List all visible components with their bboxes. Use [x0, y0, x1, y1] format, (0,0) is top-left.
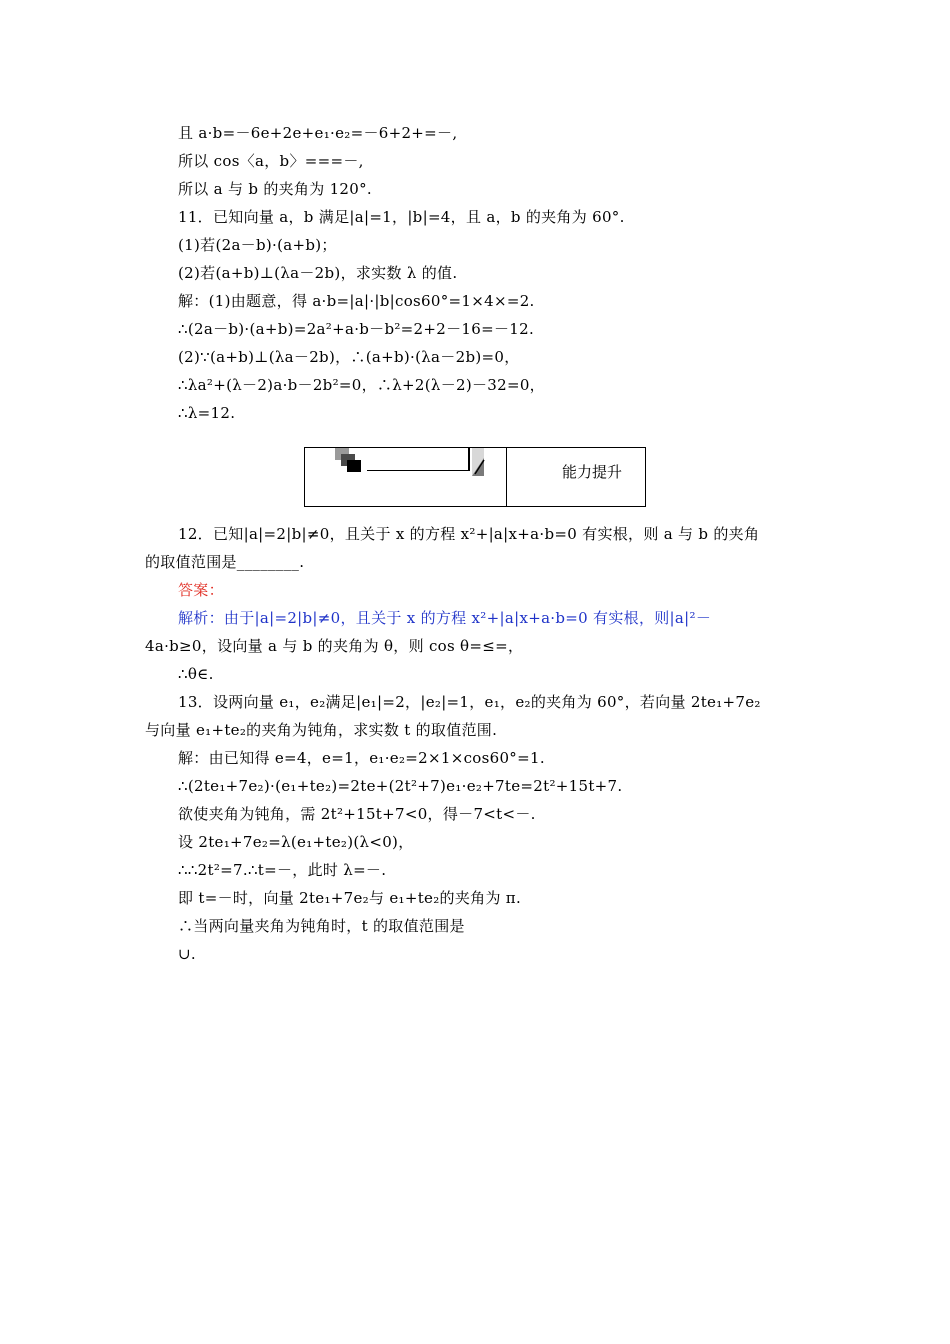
banner-ornament-icon [329, 448, 485, 480]
text-line: 13．设两向量 e₁，e₂满足|e₁|=2，|e₂|=1，e₁，e₂的夹角为 60°，若向量 2te₁+7e₂ [178, 693, 761, 711]
text-line: (2)∵(a+b)⊥(λa－2b)，∴(a+b)·(λa－2b)=0， [178, 348, 520, 366]
text-line: ∴θ∈. [178, 665, 214, 683]
text-line: 设 2te₁+7e₂=λ(e₁+te₂)(λ<0)， [178, 833, 414, 851]
text-line: ∪. [178, 945, 196, 963]
text-line: ∴∴2t²=7.∴t=－，此时 λ=－. [178, 861, 387, 879]
text-line: 所以 cos〈a，b〉===－, [178, 152, 364, 170]
text-line: 12．已知|a|=2|b|≠0，且关于 x 的方程 x²+|a|x+a·b=0 有实根，则 a 与 b 的夹角 [178, 525, 760, 543]
text-line: 且 a·b=－6e+2e+e₁·e₂=－6+2+=－, [178, 124, 458, 142]
text-line: 即 t=－时，向量 2te₁+7e₂与 e₁+te₂的夹角为 π. [178, 889, 522, 907]
text-line: ∴λ=12. [178, 404, 236, 422]
text-line: 欲使夹角为钝角，需 2t²+15t+7<0，得－7<t<－. [178, 805, 536, 823]
text-line: 所以 a 与 b 的夹角为 120°. [178, 180, 372, 198]
banner-label: 能力提升 [562, 463, 623, 481]
text-line: 的取值范围是________. [145, 553, 305, 571]
answer-label: 答案： [178, 581, 224, 599]
analysis-line: 解析：由于|a|=2|b|≠0，且关于 x 的方程 x²+|a|x+a·b=0 有实根，则|a|²－ [178, 609, 712, 627]
section-banner [304, 447, 646, 507]
text-line: 解：由已知得 e=4，e=1，e₁·e₂=2×1×cos60°=1. [178, 749, 545, 767]
text-line: ∴(2a－b)·(a+b)=2a²+a·b－b²=2+2－16=－12. [178, 320, 535, 338]
text-line: (2)若(a+b)⊥(λa－2b)，求实数 λ 的值. [178, 264, 458, 282]
text-line: ∴当两向量夹角为钝角时，t 的取值范围是 [178, 917, 465, 935]
text-line: 4a·b≥0，设向量 a 与 b 的夹角为 θ，则 cos θ=≤=， [145, 637, 524, 655]
text-line: ∴λa²+(λ－2)a·b－2b²=0，∴λ+2(λ－2)－32=0， [178, 376, 545, 394]
text-line: 解：(1)由题意，得 a·b=|a|·|b|cos60°=1×4×=2. [178, 292, 535, 310]
banner-divider [506, 448, 507, 506]
text-line: 与向量 e₁+te₂的夹角为钝角，求实数 t 的取值范围. [145, 721, 498, 739]
text-line: 11．已知向量 a，b 满足|a|=1，|b|=4，且 a，b 的夹角为 60°. [178, 208, 625, 226]
text-line: (1)若(2a－b)·(a+b)； [178, 236, 337, 254]
text-line: ∴(2te₁+7e₂)·(e₁+te₂)=2te+(2t²+7)e₁·e₂+7te=2t²+15t+7. [178, 777, 623, 795]
